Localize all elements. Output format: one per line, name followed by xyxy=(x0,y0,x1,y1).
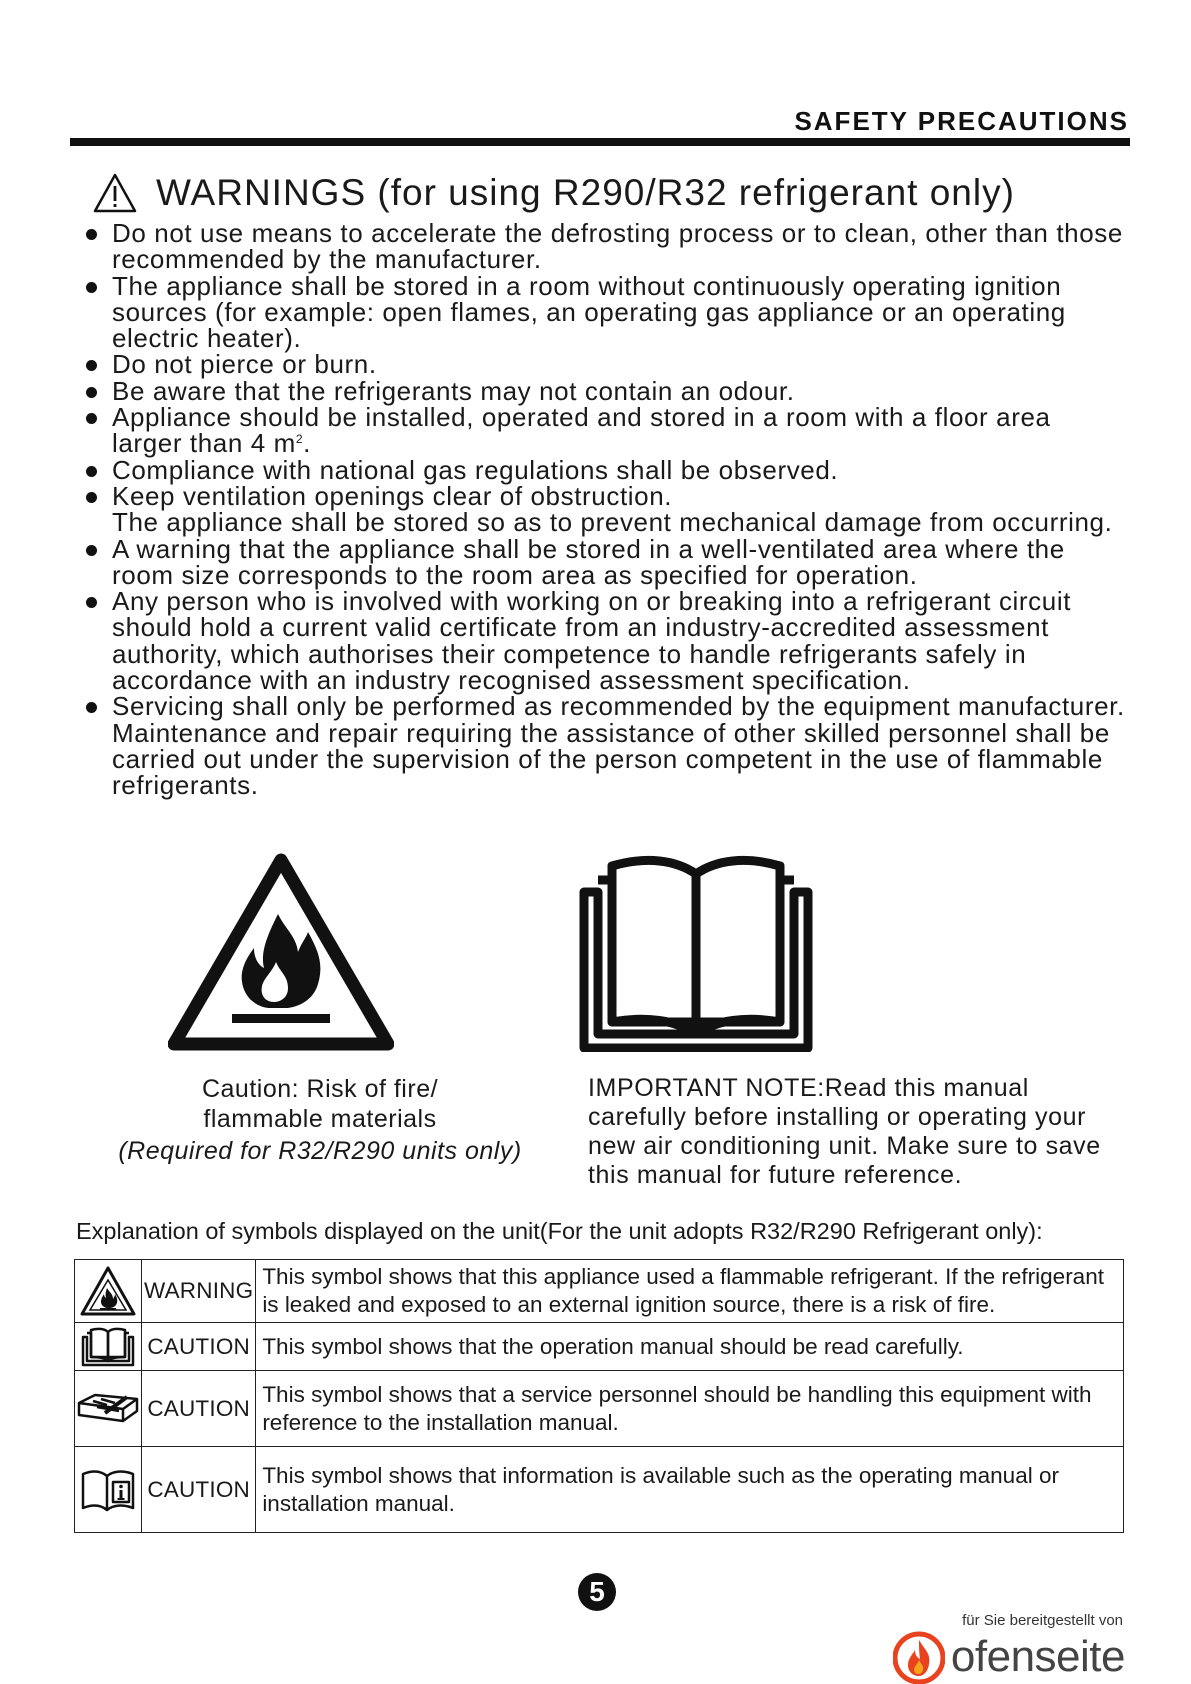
info-manual-icon xyxy=(79,1468,137,1512)
symbol-description: This symbol shows that information is available such as the operating manual or installation manual. xyxy=(256,1447,1124,1533)
symbol-cell xyxy=(75,1260,142,1323)
symbols-title: Explanation of symbols displayed on the unit(For the unit adopts R32/R290 Refrigerant only): xyxy=(76,1218,1043,1244)
warnings-heading xyxy=(92,172,1015,214)
symbol-level: CAUTION xyxy=(142,1371,256,1447)
symbol-cell xyxy=(75,1371,142,1447)
list-item: Compliance with national gas regulations shall be observed. xyxy=(86,457,1126,483)
symbol-description: This symbol shows that the operation manual should be read carefully. xyxy=(256,1323,1124,1371)
read-manual-icon xyxy=(576,852,816,1052)
flammable-warning-icon xyxy=(168,852,394,1052)
warnings-title: WARNINGS (for using R290/R32 refrigerant only) xyxy=(156,172,1015,213)
fire-caption-note: (Required for R32/R290 units only) xyxy=(118,1137,522,1165)
symbol-cell xyxy=(75,1323,142,1371)
operation-manual-icon xyxy=(81,1327,135,1367)
symbols-table xyxy=(74,1259,1124,1533)
manual-caption: IMPORTANT NOTE:Read this manual carefully before installing or operating your new air conditioning unit. Make sure to save this manual for future reference. xyxy=(588,1074,1101,1189)
warning-triangle-icon xyxy=(92,172,138,214)
list-item: Do not pierce or burn. xyxy=(86,351,1126,377)
table-row xyxy=(75,1371,1124,1447)
list-item: A warning that the appliance shall be stored in a well-ventilated area where the room size corresponds to the room area as specified for operation. xyxy=(86,536,1126,589)
table-row xyxy=(75,1260,1124,1323)
symbol-description: This symbol shows that a service personnel should be handling this equipment with reference to the installation manual. xyxy=(256,1371,1124,1447)
list-item: Keep ventilation openings clear of obstruction. The appliance shall be stored so as to prevent mechanical damage from occurring. xyxy=(86,483,1126,536)
list-item: Appliance should be installed, operated and stored in a room with a floor area larger than 4 $m^2$. xyxy=(86,404,1126,457)
symbol-level: WARNING xyxy=(142,1260,256,1323)
page-number: 5 xyxy=(578,1573,616,1611)
provided-by-note: für Sie bereitgestellt von xyxy=(962,1612,1123,1629)
list-item: Do not use means to accelerate the defrosting process or to clean, other than those recommended by the manufacturer. xyxy=(86,220,1126,273)
flame-logo-icon xyxy=(893,1630,945,1684)
fire-caption-line1: Caution: Risk of fire/ xyxy=(201,1075,439,1103)
symbol-level: CAUTION xyxy=(142,1323,256,1371)
header-divider xyxy=(70,138,1130,146)
fire-caption xyxy=(90,1074,550,1166)
table-row xyxy=(75,1323,1124,1371)
flammable-warning-icon xyxy=(78,1264,138,1318)
section-title: SAFETY PRECAUTIONS xyxy=(794,106,1129,136)
table-row xyxy=(75,1447,1124,1533)
symbol-level: CAUTION xyxy=(142,1447,256,1533)
symbol-description: This symbol shows that this appliance used a flammable refrigerant. If the refrigerant is leaked and exposed to an external ignition source, there is a risk of fire. xyxy=(256,1260,1124,1323)
symbol-cell xyxy=(75,1447,142,1533)
list-item: Be aware that the refrigerants may not contain an odour. xyxy=(86,378,1126,404)
service-manual-icon xyxy=(75,1389,141,1429)
brand-logo[interactable] xyxy=(893,1630,1125,1684)
list-item: The appliance shall be stored in a room without continuously operating ignition sources (for example: open flames, an operating gas appliance or an operating electric heater). xyxy=(86,273,1126,352)
fire-caption-line2: flammable materials xyxy=(203,1105,437,1133)
list-item: Servicing shall only be performed as recommended by the equipment manufacturer. Maintenance and repair requiring the assistance of other skilled personnel shall be carried out under the supervision of the person competent in the use of flammable refrigerants. xyxy=(86,693,1126,798)
list-item: Any person who is involved with working on or breaking into a refrigerant circuit should hold a current valid certificate from an industry-accredited assessment authority, which authorises their competence to handle refrigerants safely in accordance with an industry recognised assessment specification. xyxy=(86,588,1126,693)
brand-name: ofenseite xyxy=(950,1632,1125,1681)
warnings-list xyxy=(86,220,1126,799)
